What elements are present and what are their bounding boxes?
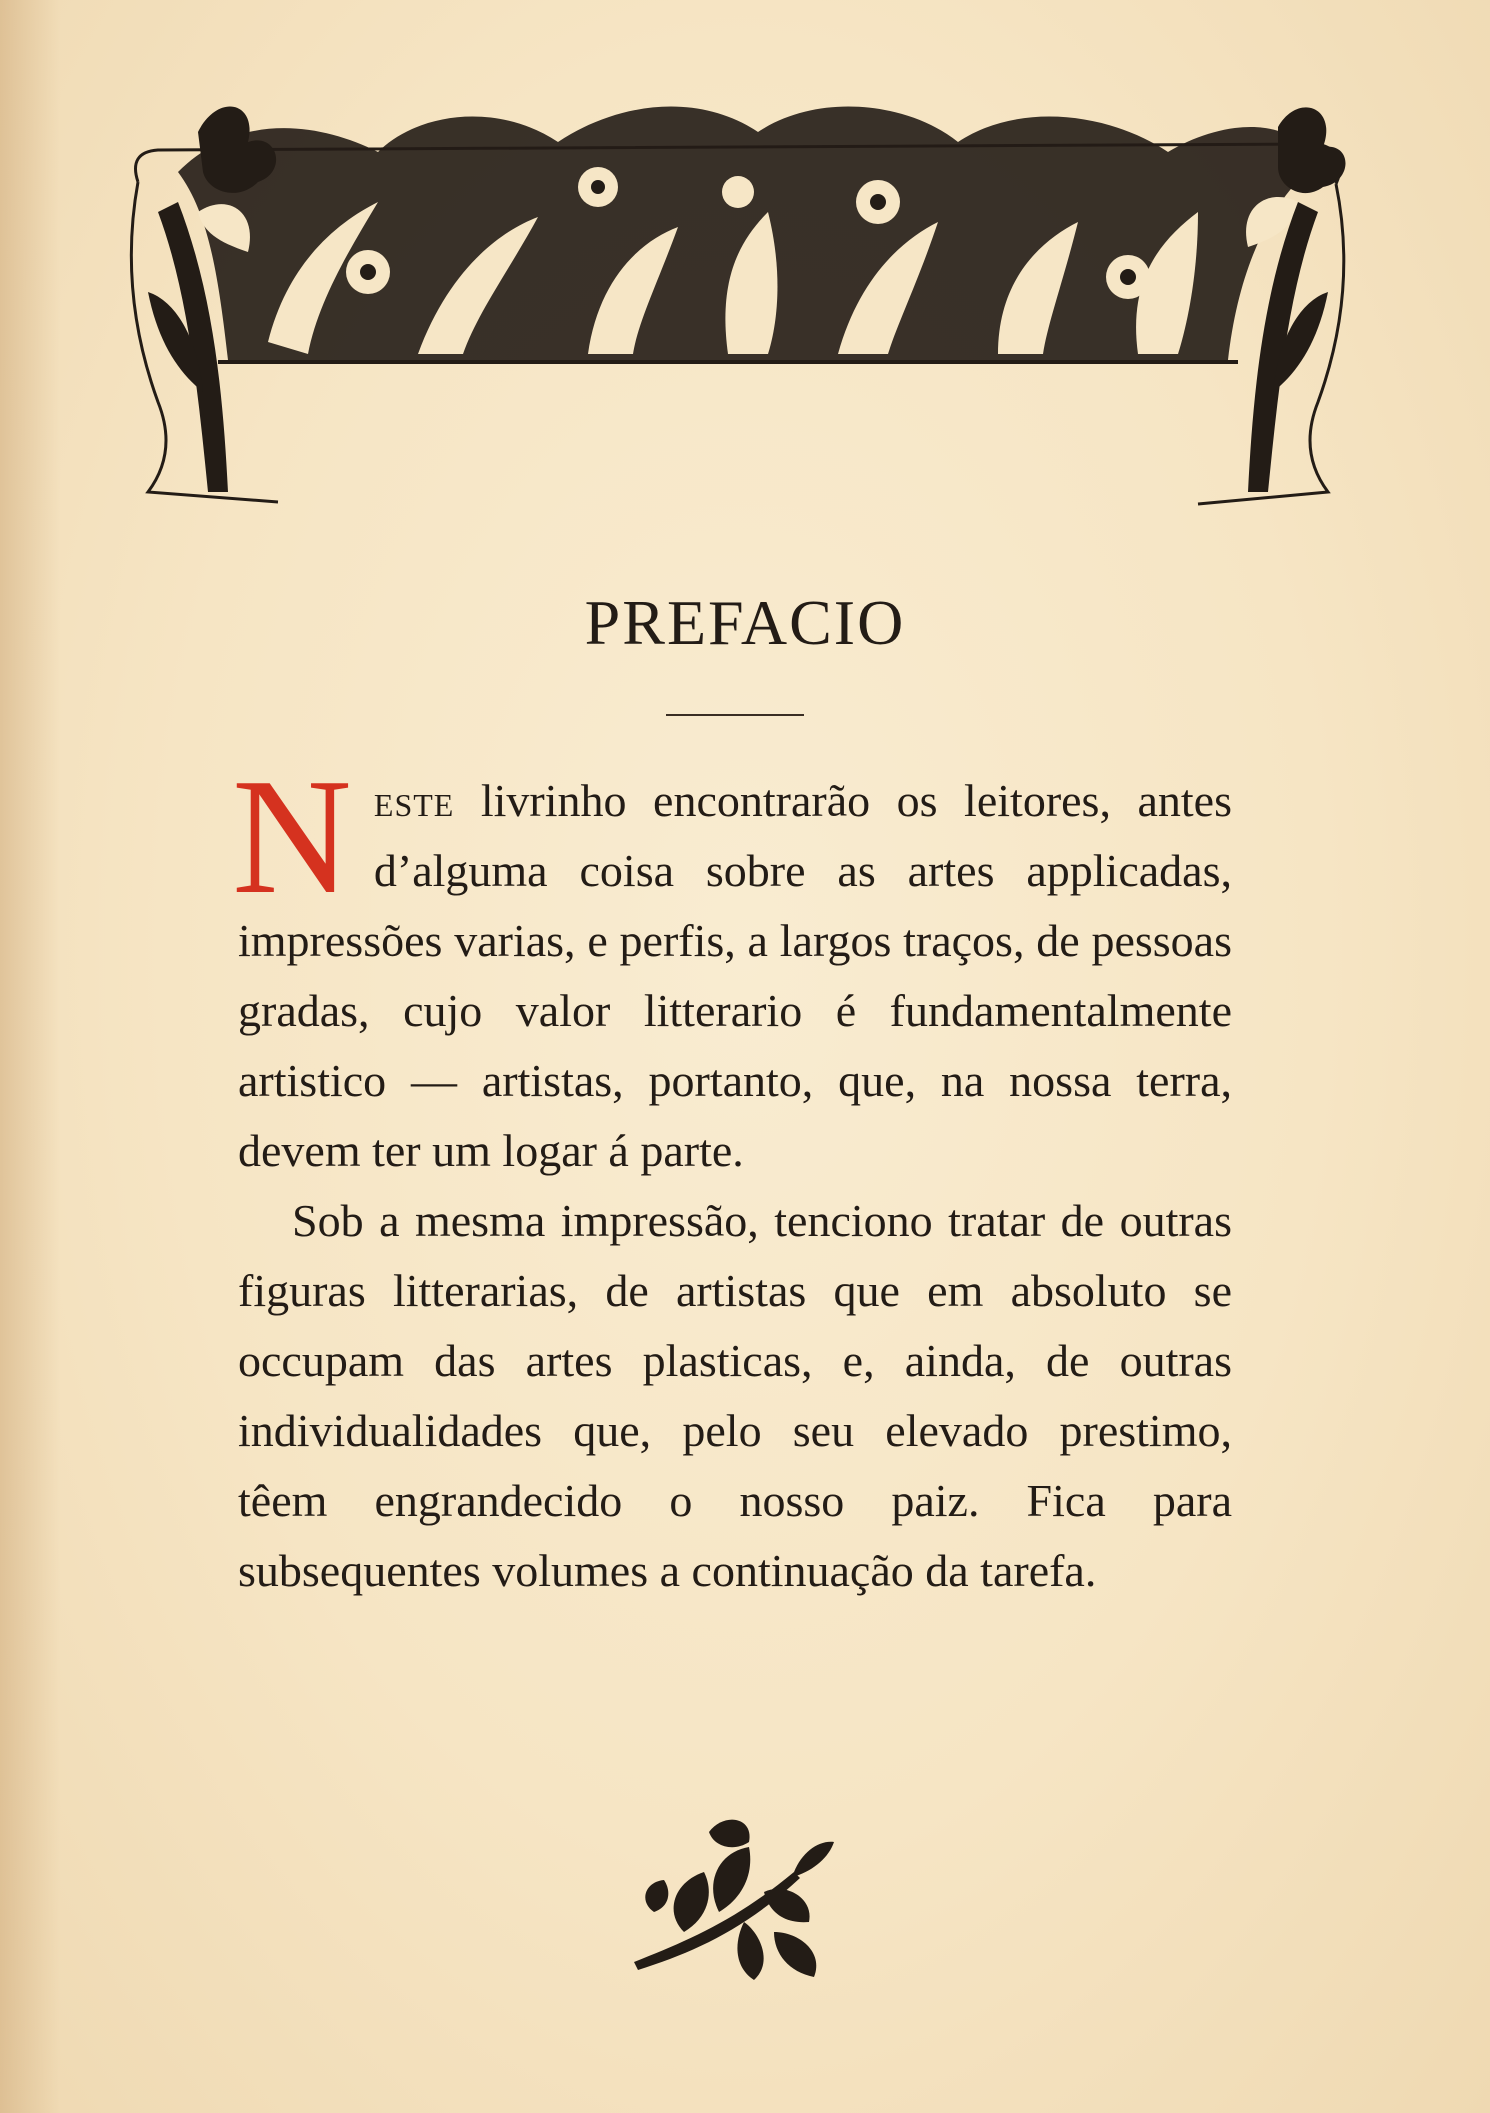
paragraph-1-text: livrinho encontrarão os leitores, antes d’alguma coisa sobre as artes applicadas, impressões varias, e perfis, a largos traços, de pessoas gradas, cujo valor litterario é fundamentalmente artistico — artistas, portanto, que, na nossa terra, devem ter um logar á parte. [238,775,1232,1176]
floral-headpiece-ornament [118,92,1358,524]
preface-body [232,744,1232,1606]
page-title: PREFACIO [584,587,906,658]
leaf-sprig-ornament [624,1812,844,1988]
small-caps-lead: este [373,775,455,826]
drop-cap: N [232,744,352,928]
page-gutter-shadow [0,0,60,2113]
title-rule [666,714,804,716]
paragraph-1 [232,744,1232,1186]
paragraph-2: Sob a mesma impressão, tenciono tratar de outras figuras litterarias, de artistas que em absoluto se occupam das artes plasticas, e, ainda, de outras individualidades que, pelo seu elevado prestimo, têem engrandecido o nosso paiz. Fica para subsequentes volumes a continuação da tarefa. [238,1195,1232,1596]
